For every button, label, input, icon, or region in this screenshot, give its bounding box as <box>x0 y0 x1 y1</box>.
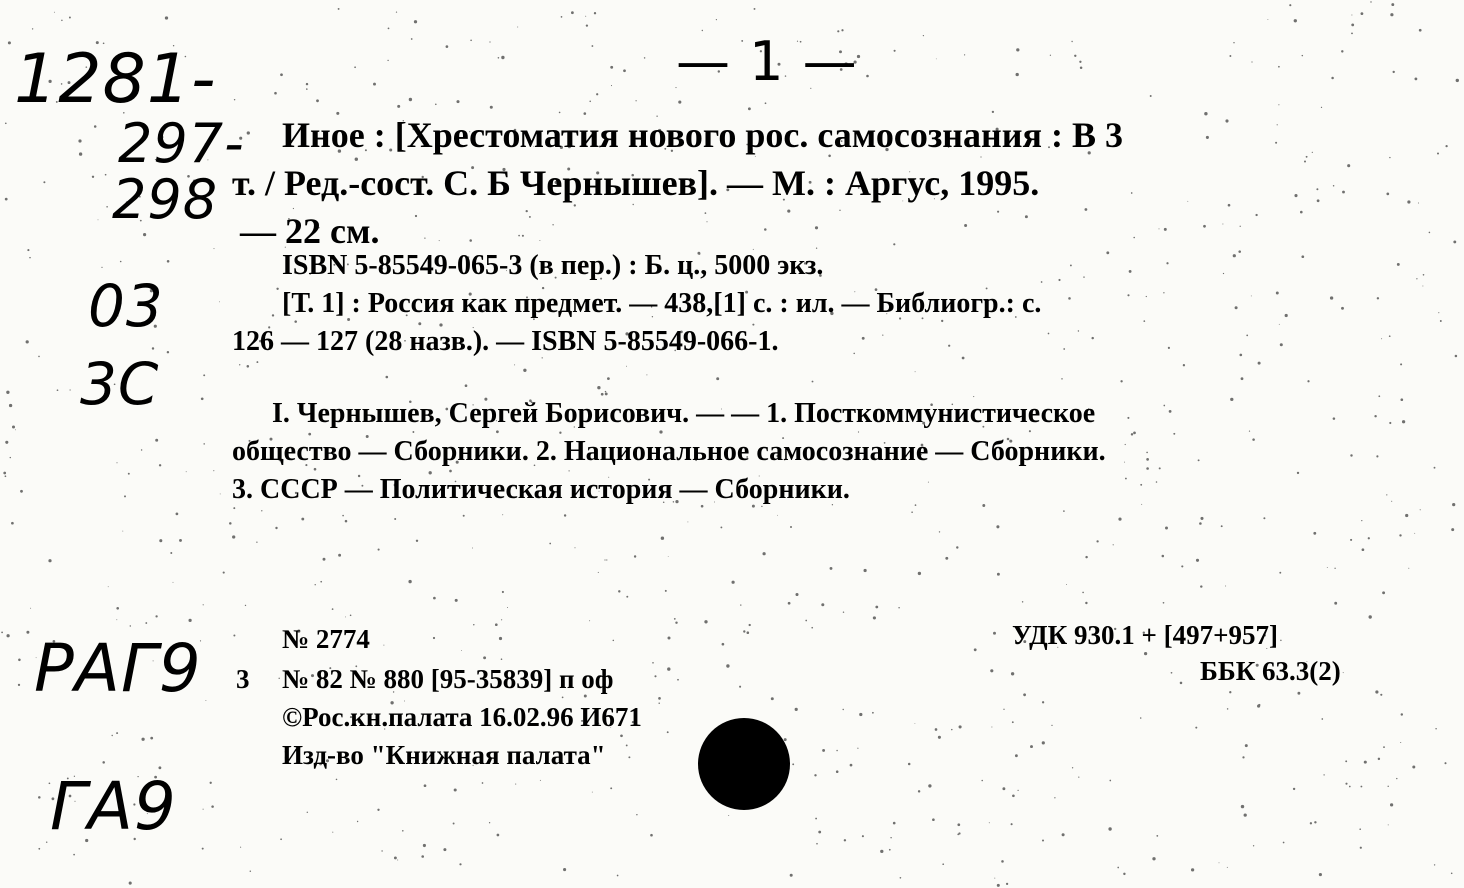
title-line-2: т. / Ред.-сост. С. Б Чернышев]. — М. : Аргус, 1995. <box>232 163 1040 203</box>
volume-line-1: [Т. 1] : Россия как предмет. — 438,[1] с. : ил. — Библиогр.: с. <box>282 288 1042 319</box>
handwritten-code-2: 3C <box>80 350 160 418</box>
footer-line-3: ©Рос.кн.палата 16.02.96 И671 <box>282 702 642 732</box>
handwritten-number-b: 297- <box>118 112 245 175</box>
bbk-code: ББК 63.3(2) <box>1200 656 1341 686</box>
title-line-1: Иное : [Хрестоматия нового рос. самосознания : В 3 <box>282 115 1123 155</box>
subjects-line-1: I. Чернышев, Сергей Борисович. — — 1. Посткоммунистическое <box>272 398 1096 429</box>
footer-line-4: Изд-во "Книжная палата" <box>282 740 606 770</box>
footer-number: № 2774 <box>282 624 370 654</box>
footer-line-2: № 82 № 880 [95-35839] п оф <box>282 664 614 694</box>
handwritten-code-4: ГА9 <box>50 768 177 845</box>
handwritten-code-1: 03 <box>88 272 164 340</box>
subjects-line-3: 3. СССР — Политическая история — Сборники. <box>232 474 850 505</box>
volume-line-2: 126 — 127 (28 назв.). — ISBN 5-85549-066-1. <box>232 326 779 357</box>
footer-prefix: 3 <box>236 664 250 694</box>
isbn-line: ISBN 5-85549-065-3 (в пер.) : Б. ц., 5000 экз. <box>282 250 824 281</box>
subjects-line-2: общество — Сборники. 2. Национальное самосознание — Сборники. <box>232 436 1106 467</box>
title-line-3: — 22 см. <box>240 211 380 251</box>
card-number: — 1 — <box>676 30 858 93</box>
handwritten-code-3: РАГ9 <box>34 630 202 707</box>
udk-code: УДК 930.1 + [497+957] <box>1012 620 1278 650</box>
punch-hole-mark <box>698 718 790 810</box>
handwritten-number-a: 1281- <box>14 40 217 119</box>
handwritten-number-c: 298 <box>112 168 219 231</box>
